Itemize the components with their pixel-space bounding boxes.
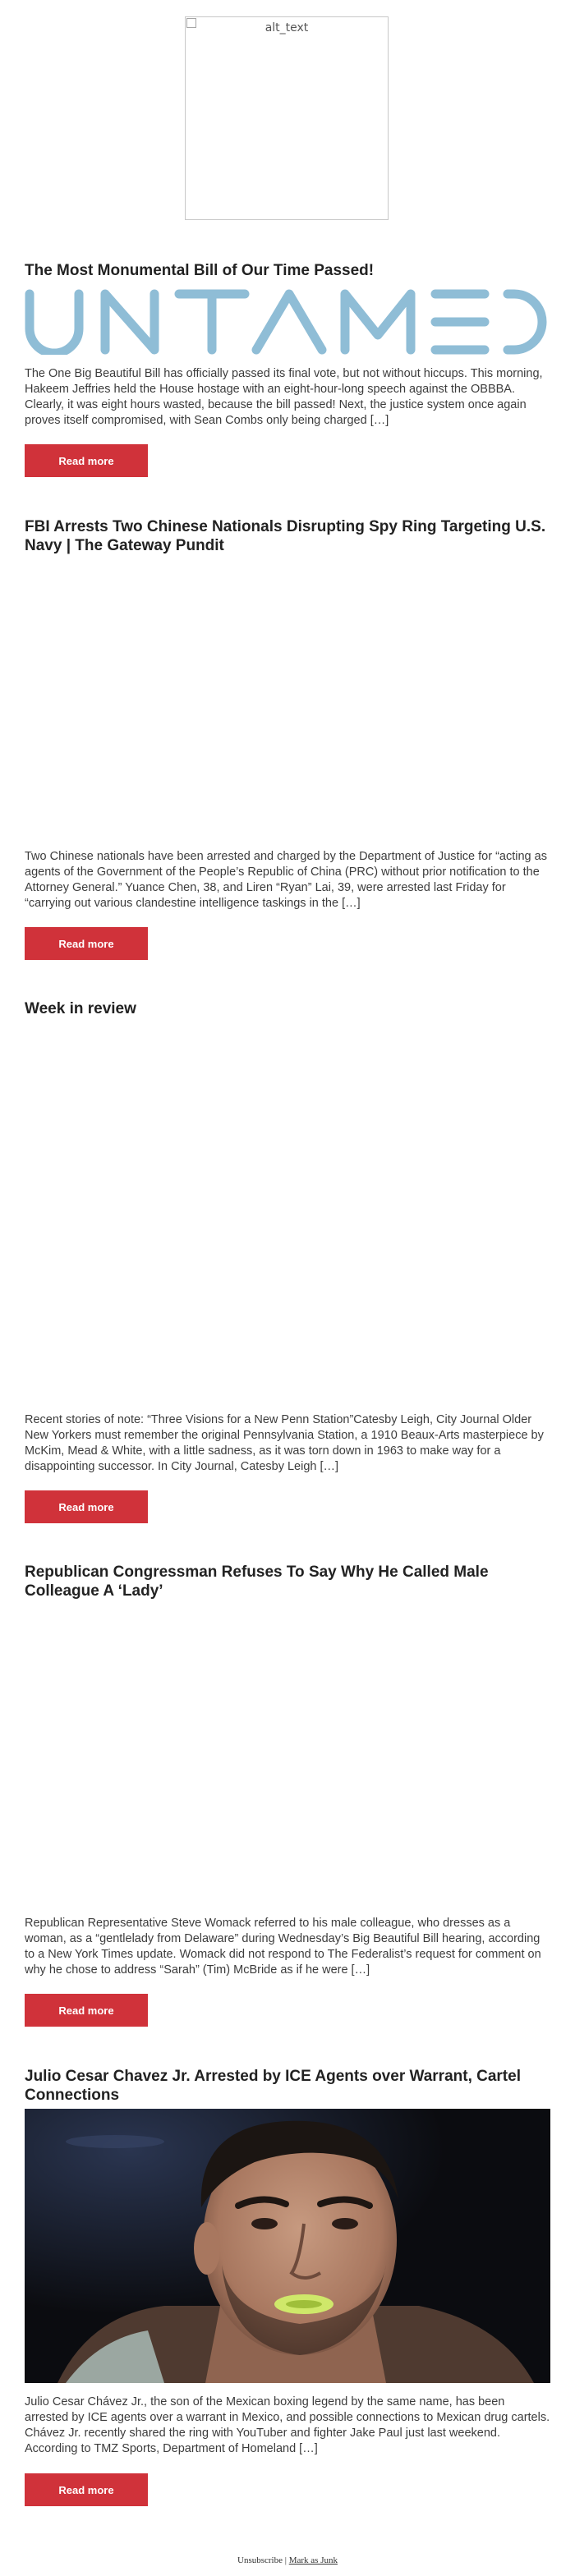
footer-separator: | [284,2555,287,2565]
article-5-title[interactable]: Julio Cesar Chavez Jr. Arrested by ICE Agents over Warrant, Cartel Connections [25,2068,521,2104]
article-4-read-more-button[interactable]: Read more [25,1994,148,2027]
article-5-excerpt: Julio Cesar Chávez Jr., the son of the Mexican boxing legend by the same name, has been arrested by ICE agents over a warrant in Mexico, and possible connections to Mexican drug cartels. Chávez Jr. recently shared the ring with YouTuber and fighter Jake Paul just last weekend. According to TMZ Sports, Department of Homeland […] [25,2395,550,2455]
article-3-image [25,1023,550,1407]
article-2-title[interactable]: FBI Arrests Two Chinese Nationals Disrupting Spy Ring Targeting U.S. Navy | The Gateway Pundit [25,518,546,554]
footer [0,2555,575,2565]
article-1-excerpt: The One Big Beautiful Bill has officially passed its final vote, but not without hiccups. This morning, Hakeem Jeffries held the House hostage with an eight-hour-long speech against the OBBBA. Clearly, it was eight hours wasted, because the bill passed! Next, the justice system once again proves itself compromised, with Sean Combs only being charged […] [25,367,543,427]
untamed-logo [25,287,550,355]
header-image [185,16,389,220]
article-5-read-more-button[interactable]: Read more [25,2473,148,2506]
article-3-read-more-button[interactable]: Read more [25,1490,148,1523]
article-1-read-more-button[interactable]: Read more [25,444,148,477]
article-4-image [25,1605,550,1909]
mark-as-junk-link[interactable]: Mark as Junk [288,2555,338,2565]
article-3-title[interactable]: Week in review [25,1000,136,1017]
article-2-excerpt: Two Chinese nationals have been arrested and charged by the Department of Justice for “acting as agents of the Government of the People’s Republic of China (PRC) without prior notification to the Attorney General.” Yuance Chen, 38, and Liren “Ryan” Lai, 39, were arrested last Friday for “carrying out various clandestine intelligence taskings in the […] [25,850,547,910]
article-4-title[interactable]: Republican Congressman Refuses To Say Why He Called Male Colleague A ‘Lady’ [25,1564,489,1600]
header-image-alt: alt_text [264,21,309,34]
unsubscribe-link[interactable]: Unsubscribe [237,2555,283,2565]
article-3-excerpt: Recent stories of note: “Three Visions for a New Penn Station”Catesby Leigh, City Journal Older New Yorkers must remember the original Pennsylvania Station, a 1910 Beaux-Arts masterpiece by McKim, Mead & White, with a little sadness, as it was torn down in 1963 to make way for a disappointing successor. In City Journal, Catesby Leigh […] [25,1413,544,1473]
article-1-title[interactable]: The Most Monumental Bill of Our Time Passed! [25,262,375,279]
article-5-image [25,2109,550,2383]
article-4-excerpt: Republican Representative Steve Womack referred to his male colleague, who dresses as a woman, as a “gentlelady from Delaware” during Wednesday’s Big Beautiful Bill hearing, according to a New York Times update. Womack did not respond to The Federalist’s request for comment on why he chose to address “Sarah” (Tim) McBride as if he were […] [25,1917,541,1977]
article-2-image [25,558,550,843]
article-2-read-more-button[interactable]: Read more [25,927,148,960]
